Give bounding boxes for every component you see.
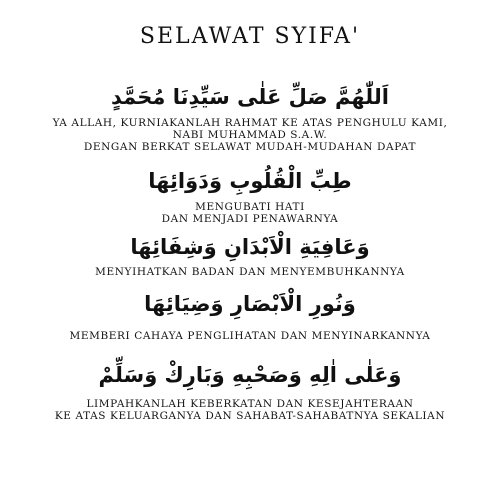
arabic-verse-3: وَعَافِيَةِ الْاَبْدَانِ وَشِفَائِهَا [130, 235, 370, 259]
translation-verse-4 [0, 330, 500, 342]
translation-line: DAN MENJADI PENAWARNYA [161, 213, 339, 225]
page-title: SELAWAT SYIFA' [139, 24, 361, 49]
translation-line: DENGAN BERKAT SELAWAT MUDAH-MUDAHAN DAPAT [83, 141, 417, 153]
translation-line: MENYIHATKAN BADAN DAN MENYEMBUHKANNYA [95, 266, 405, 278]
arabic-verse-4: وَنُورِ الْاَبْصَارِ وَضِيَائِهَا [144, 292, 356, 316]
translation-line: LIMPAHKANLAH KEBERKATAN DAN KESEJAHTERAAN [86, 398, 414, 410]
arabic-verse-2: طِبِّ الْقُلُوبِ وَدَوَائِهَا [148, 169, 352, 193]
arabic-verse-5: وَعَلٰى اٰلِهِ وَصَحْبِهِ وَبَارِكْ وَسَلِّمْ [98, 363, 402, 387]
translation-line: MENGUBATI HATI [195, 201, 305, 213]
translation-line: MEMBERI CAHAYA PENGLIHATAN DAN MENYINARKANNYA [69, 330, 431, 342]
translation-line: KE ATAS KELUARGANYA DAN SAHABAT-SAHABATNYA SEKALIAN [54, 410, 446, 422]
translation-line: NABI MUHAMMAD S.A.W. [172, 129, 328, 141]
translation-verse-2 [0, 201, 500, 225]
translation-verse-1 [0, 117, 500, 153]
translation-verse-3 [0, 266, 500, 278]
translation-verse-5 [0, 398, 500, 422]
translation-line: YA ALLAH, KURNIAKANLAH RAHMAT KE ATAS PENGHULU KAMI, [52, 117, 448, 129]
arabic-verse-1: اَللّٰهُمَّ صَلِّ عَلٰى سَيِّدِنَا مُحَمَّدٍ [111, 85, 389, 109]
